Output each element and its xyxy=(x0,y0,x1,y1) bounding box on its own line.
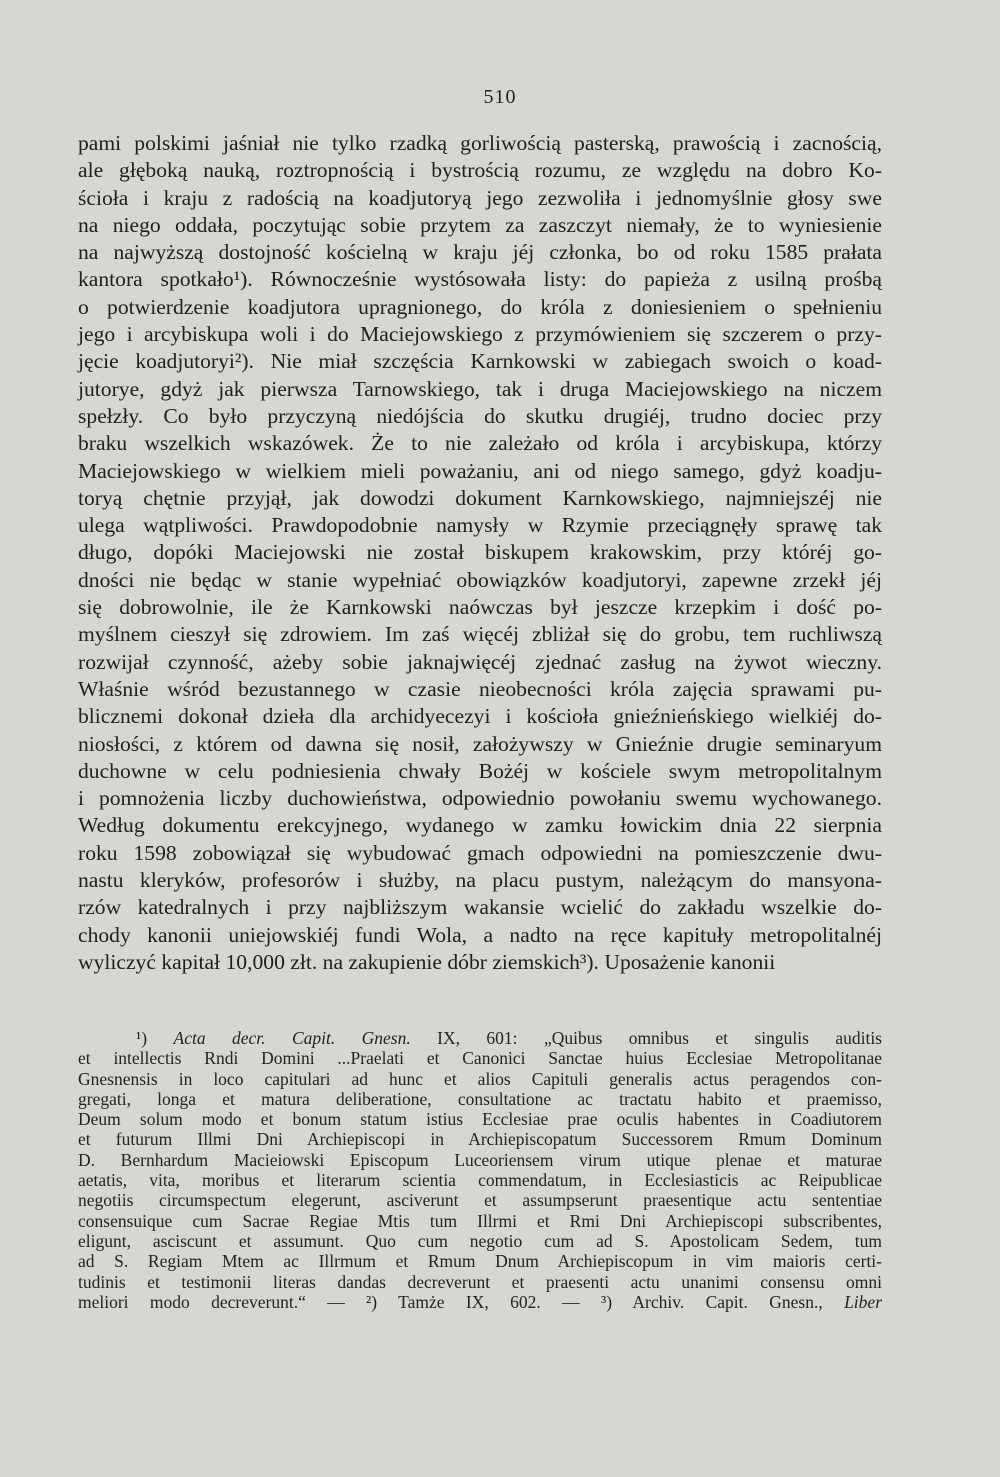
body-line: rzów katedralnych i przy najbliższym wakansie wcielić do zakładu wszelkie do- xyxy=(78,895,882,920)
body-line: spełzły. Co było przyczyną niedójścia do skutku drugiéj, trudno dociec przy xyxy=(78,403,882,428)
body-line: ulega wątpliwości. Prawdopodobnie namysły w Rzymie przeciągnęły sprawę tak xyxy=(78,513,882,538)
body-line: jutorye, gdyż jak pierwsza Tarnowskiego, tak i druga Maciejowskiego na niczem xyxy=(78,376,882,401)
body-line: niosłości, z którem od dawna się nosił, założywszy w Gnieźnie drugie seminaryum xyxy=(78,731,882,756)
body-line: pami polskimi jaśniał nie tylko rzadką gorliwością pasterską, prawością i zacnością, xyxy=(78,131,882,155)
footnote-line: gregati, longa et matura deliberatione, consultatione ac tractatu habito et praemisso, xyxy=(78,1088,882,1109)
body-line: roku 1598 zobowiązał się wybudować gmach odpowiedni na pomieszczenie dwu- xyxy=(78,840,882,865)
footnote-line: et futurum Illmi Dni Archiepiscopi in Archiepiscopatum Successorem Rmum Dominum xyxy=(78,1129,882,1150)
body-line: dności nie będąc w stanie wypełniać obowiązków koadjutoryi, zapewne zrzekł jéj xyxy=(78,567,882,592)
footnote-marker: ¹) xyxy=(136,1028,148,1048)
body-line: myślnem cieszył się zdrowiem. Im zaś więcéj zbliżał się do grobu, tem ruchliwszą xyxy=(78,622,882,647)
footnote-line: et intellectis Rndi Domini ...Praelati et Canonici Sanctae huius Ecclesiae Metropolitanae xyxy=(78,1048,882,1069)
body-line: toryą chętnie przyjął, jak dowodzi dokument Karnkowskiego, najmniejszéj nie xyxy=(78,485,882,510)
body-line: duchowne w celu podniesienia chwały Bożéj w kościele swym metropolitalnym xyxy=(78,758,882,783)
footnote-line: ad S. Regiam Mtem ac Illrmum et Rmum Dnum Archiepiscopum in vim maioris certi- xyxy=(78,1251,882,1272)
footnote-line: aetatis, vita, moribus et literarum scientia commendatum, in Ecclesiasticis ac Reipublicae xyxy=(78,1170,882,1191)
footnote-line: Gnesnensis in loco capitulari ad hunc et alios Capituli generalis actus peragendos con- xyxy=(78,1068,882,1089)
body-line: się dobrowolnie, ile że Karnkowski naówczas był jeszcze krzepkim i dość po- xyxy=(78,595,882,620)
body-line: nastu kleryków, profesorów i służby, na placu pustym, należącym do mansyona- xyxy=(78,868,882,893)
footnote-line xyxy=(78,1292,882,1312)
footnote-source: Acta decr. Capit. Gnesn. xyxy=(173,1028,411,1048)
footnote-line: tudinis et testimonii literas dandas decreverunt et praesenti actu unanimi consensu omni xyxy=(78,1271,882,1292)
body-line: na niego oddała, poczytując sobie przytem za zaszczyt niemały, że to wyniesienie xyxy=(78,212,882,237)
body-line: i pomnożenia liczby duchowieństwa, odpowiednio powołaniu swemu wychowanego. xyxy=(78,786,882,811)
body-line: długo, dopóki Maciejowski nie został biskupem krakowskim, przy któréj go- xyxy=(78,540,882,565)
footnote-line: D. Bernhardum Macieiowski Episcopum Luceoriensem virum utique plenae et maturae xyxy=(78,1149,882,1170)
page-number: 510 xyxy=(483,86,517,108)
main-text xyxy=(78,130,882,976)
body-line: braku wszelkich wskazówek. Że to nie zależało od króla i arcybiskupa, którzy xyxy=(78,431,882,456)
body-line: Właśnie wśród bezustannego w czasie nieobecności króla zajęcia sprawami pu- xyxy=(78,676,882,701)
footnote-line: eligunt, asciscunt et assumunt. Quo cum negotio cum ad S. Apostolicam Sedem, tum xyxy=(78,1230,882,1251)
body-line: jęcie koadjutoryi²). Nie miał szczęścia Karnkowski w zabiegach swoich o koad- xyxy=(78,349,882,374)
body-line: Według dokumentu erekcyjnego, wydanego w zamku łowickim dnia 22 sierpnia xyxy=(78,813,882,838)
footnote-text: meliori modo decreverunt.“ — ²) Tamże IX, 602. — ³) Archiv. Capit. Gnesn., xyxy=(78,1291,823,1312)
body-line: chody kanonii uniejowskiéj fundi Wola, a nadto na ręce kapituły metropolitalnéj xyxy=(78,922,882,947)
footnote-source: Liber xyxy=(844,1291,883,1312)
footnote-line xyxy=(78,1028,882,1048)
body-line: ścioła i kraju z radością na koadjutoryą jego zezwoliła i jednomyślnie głosy swe xyxy=(78,185,882,210)
body-line: o potwierdzenie koadjutora upragnionego, do króla z doniesieniem o spełnieniu xyxy=(78,294,882,319)
body-line: kantora spotkało¹). Równocześnie wystósowała listy: do papieża z usilną prośbą xyxy=(78,267,882,292)
body-line: jego i arcybiskupa woli i do Maciejowskiego z przymówieniem się szczerem o przy- xyxy=(78,322,882,347)
body-line: ale głęboką nauką, roztropnością i bystrością rozumu, ze względu na dobro Ko- xyxy=(78,158,882,183)
body-line: rozwijał czynność, ażeby sobie jaknajwięcéj zjednać zasług na żywot wieczny. xyxy=(78,649,882,674)
footnote-line: Deum solum modo et bonum statum istius Ecclesiae prae oculis habentes in Coadiutorem xyxy=(78,1109,882,1130)
footnote-line: consensuique cum Sacrae Regiae Mtis tum Illrmi et Rmi Dni Archiepiscopi subscribentes, xyxy=(78,1210,882,1231)
footnote-line: negotiis circumspectum elegerunt, asciverunt et assumpserunt praesentique actu sententiae xyxy=(78,1190,882,1211)
body-line: blicznemi dokonał dzieła dla archidyecezyi i kościoła gnieźnieńskiego wielkiéj do- xyxy=(78,704,882,729)
body-line: Maciejowskiego w wielkiem mieli poważaniu, ani od niego samego, gdyż koadju- xyxy=(78,458,882,483)
body-line: na najwyższą dostojność kościelną w kraju jéj członka, bo od roku 1585 prałata xyxy=(78,240,882,265)
body-line: wyliczyć kapitał 10,000 złt. na zakupienie dóbr ziemskich³). Uposażenie kanonii xyxy=(78,949,776,974)
footnotes xyxy=(78,1028,882,1312)
footnote-text: IX, 601: „Quibus omnibus et singulis auditis xyxy=(437,1028,882,1048)
